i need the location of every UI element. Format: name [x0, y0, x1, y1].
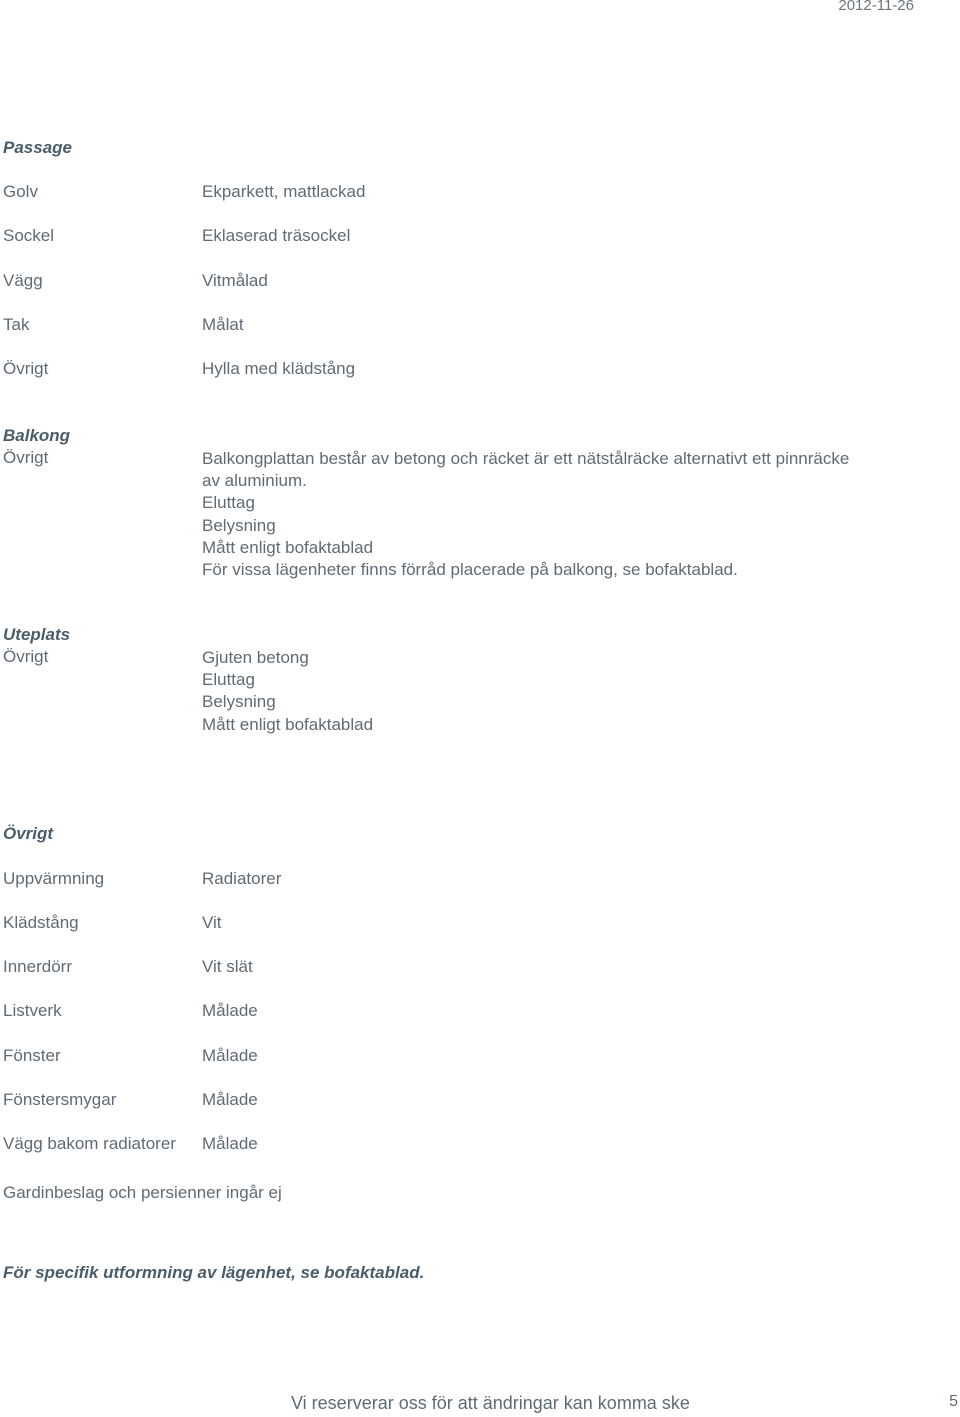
row-label-sockel: Sockel [3, 226, 55, 245]
balkong-label-ovrigt: Övrigt [3, 448, 49, 467]
row-value-tak: Målat [202, 315, 244, 334]
row-label-uppvarmning: Uppvärmning [3, 869, 105, 888]
page-number: 5 [949, 1393, 958, 1410]
row-label-ovrigt: Övrigt [3, 359, 49, 378]
uteplats-line: Belysning [202, 692, 276, 712]
balkong-description [202, 448, 849, 581]
row-value-vagg-bakom-radiatorer: Målade [202, 1134, 258, 1153]
uteplats-line: Eluttag [202, 670, 255, 690]
balkong-line: Eluttag [202, 493, 255, 513]
row-label-innerdorr: Innerdörr [3, 957, 72, 976]
row-label-fonster: Fönster [3, 1046, 61, 1065]
section-heading-passage: Passage [3, 138, 72, 157]
row-label-tak: Tak [3, 315, 30, 334]
row-value-uppvarmning: Radiatorer [202, 869, 282, 888]
row-label-fonstersmygar: Fönstersmygar [3, 1090, 117, 1109]
row-value-golv: Ekparkett, mattlackad [202, 182, 366, 201]
row-label-listverk: Listverk [3, 1001, 62, 1020]
row-label-vagg-bakom-radiatorer: Vägg bakom radiatorer [3, 1134, 176, 1153]
ovrigt-note: Gardinbeslag och persienner ingår ej [3, 1183, 282, 1202]
uteplats-label-ovrigt: Övrigt [3, 647, 49, 666]
section-heading-uteplats: Uteplats [3, 625, 71, 644]
balkong-line: För vissa lägenheter finns förråd placerade på balkong, se bofaktablad. [202, 560, 738, 580]
row-value-kladstang: Vit [202, 913, 222, 932]
balkong-line: av aluminium. [202, 471, 307, 491]
balkong-line: Mått enligt bofaktablad [202, 537, 374, 557]
footer-disclaimer: Vi reserverar oss för att ändringar kan komma ske [291, 1393, 690, 1413]
row-value-vagg: Vitmålad [202, 271, 268, 290]
row-label-vagg: Vägg [3, 271, 43, 290]
section-heading-balkong: Balkong [3, 426, 71, 445]
uteplats-line: Gjuten betong [202, 648, 309, 667]
document-date: 2012-11-26 [838, 0, 914, 14]
row-value-innerdorr: Vit slät [202, 957, 253, 976]
row-value-fonstersmygar: Målade [202, 1090, 258, 1109]
final-note: För specifik utformning av lägenhet, se bofaktablad. [3, 1263, 425, 1282]
balkong-line: Balkongplattan består av betong och räcket är ett nätstålräcke alternativt ett pinnräcke [202, 449, 850, 468]
row-value-fonster: Målade [202, 1046, 258, 1065]
balkong-line: Belysning [202, 515, 276, 535]
row-value-listverk: Målade [202, 1001, 258, 1020]
section-heading-ovrigt: Övrigt [3, 824, 54, 843]
uteplats-line: Mått enligt bofaktablad [202, 714, 374, 734]
row-value-ovrigt: Hylla med klädstång [202, 359, 356, 378]
row-label-golv: Golv [3, 182, 38, 201]
row-value-sockel: Eklaserad träsockel [202, 226, 351, 245]
row-label-kladstang: Klädstång [3, 913, 79, 932]
uteplats-description [202, 647, 373, 736]
